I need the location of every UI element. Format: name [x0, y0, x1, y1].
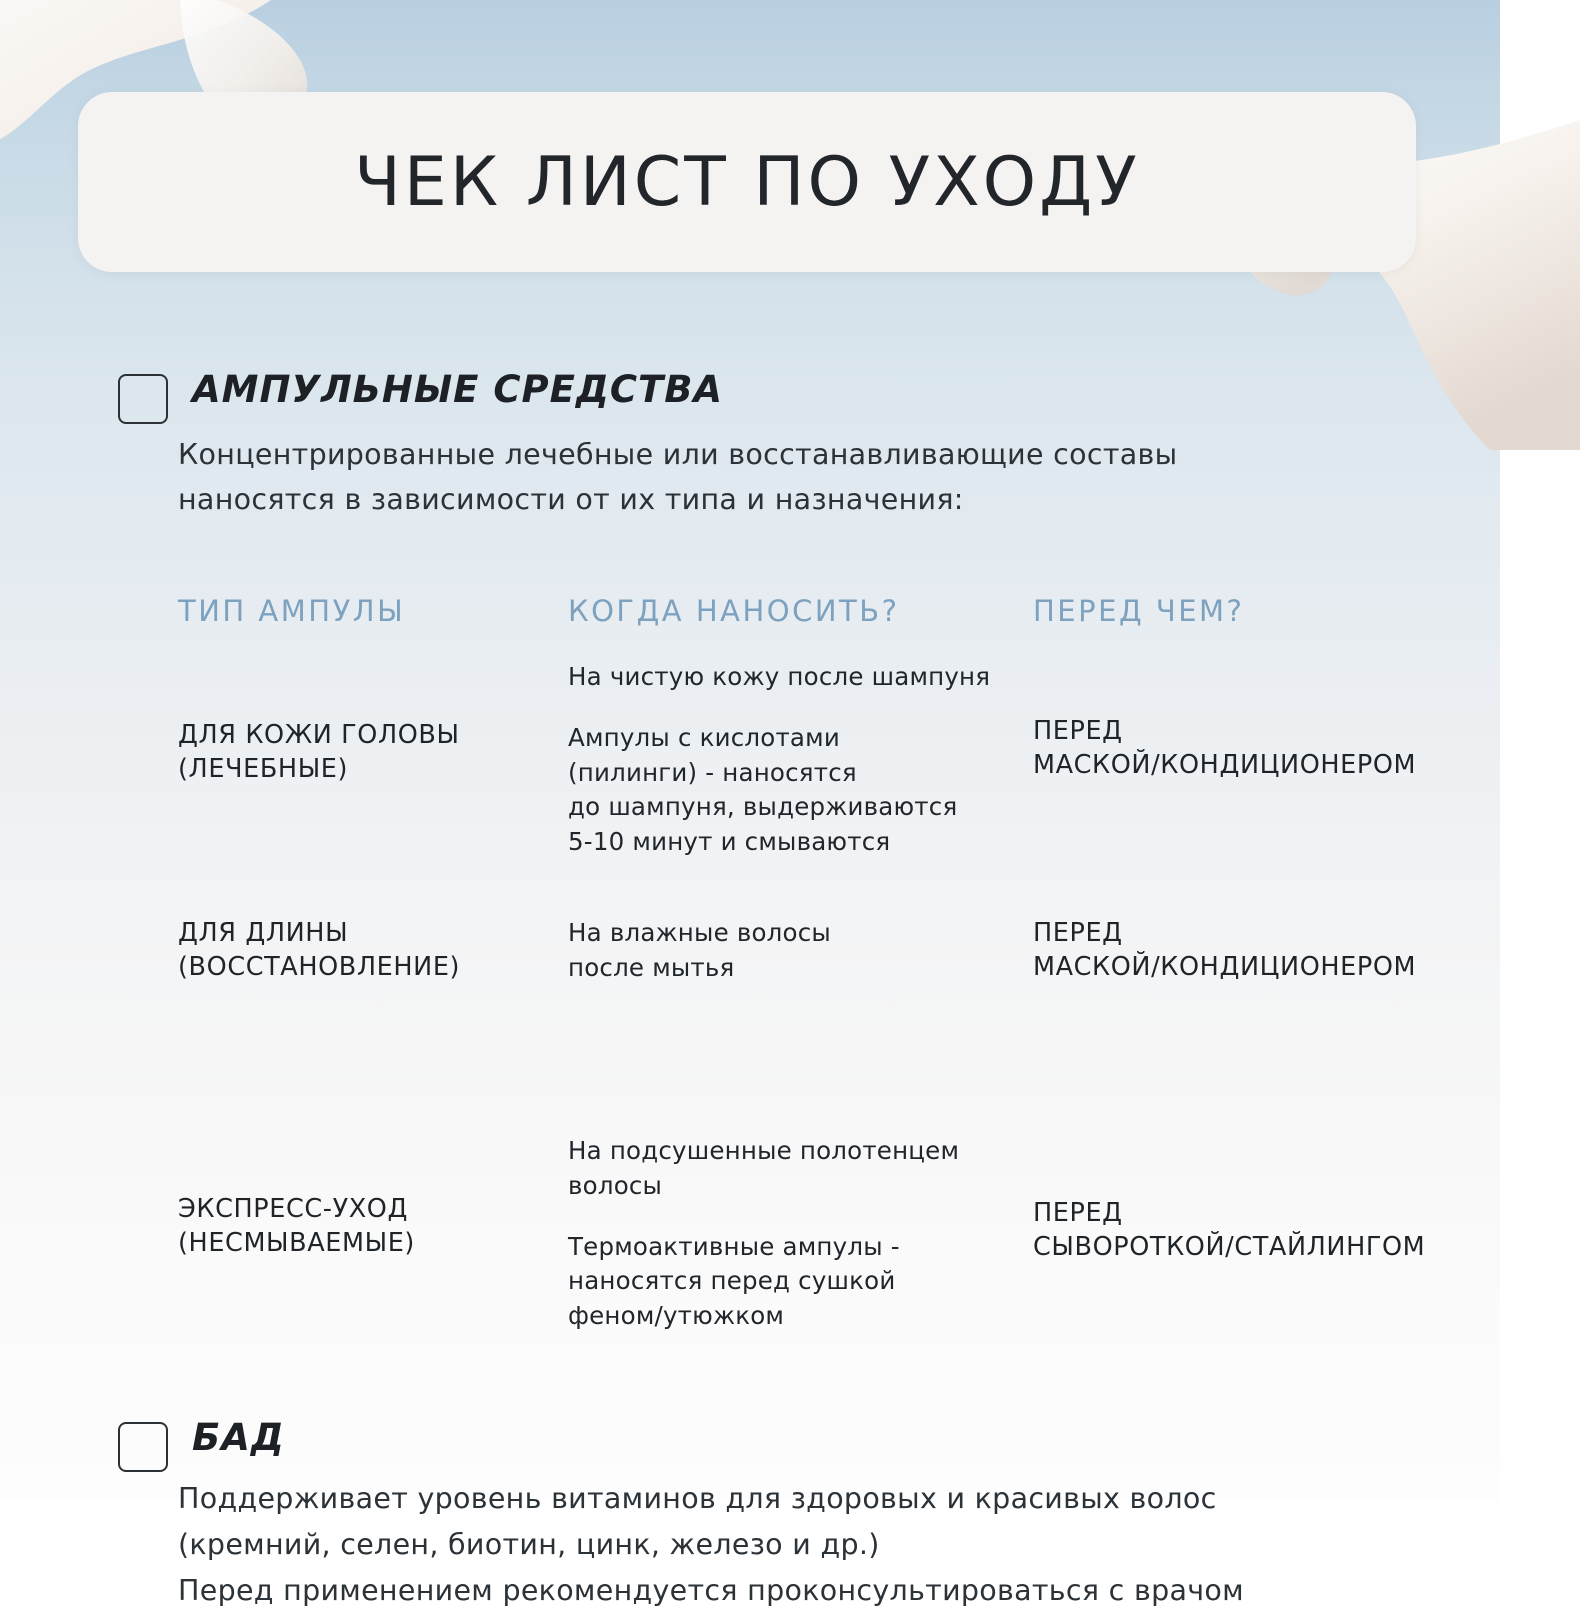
- table-header-when: КОГДА НАНОСИТЬ?: [568, 594, 900, 629]
- section-supplements-header: [118, 1378, 1500, 1472]
- table-cell-when: [568, 910, 1033, 986]
- table-row: [178, 910, 1428, 1080]
- when-line-3: Термоактивные ампулы -: [568, 1231, 900, 1261]
- when-line-1: На влажные волосы: [568, 917, 831, 947]
- when-line-5: феном/утюжком: [568, 1301, 785, 1331]
- section-supplements-title: БАД: [192, 1415, 285, 1459]
- type-line-1: ДЛЯ ДЛИНЫ: [178, 917, 349, 948]
- section-ampules-body-line2: наносятся в зависимости от их типа и назначения:: [178, 483, 964, 517]
- table-cell-type: [178, 1134, 568, 1261]
- before-line-1: ПЕРЕД: [1033, 716, 1123, 747]
- title-card: [78, 92, 1416, 272]
- when-block-2: [568, 1230, 1033, 1334]
- when-line-1: На подсушенные полотенцем: [568, 1135, 960, 1165]
- section-ampules-body-line1: Концентрированные лечебные или восстанавливающие составы: [178, 438, 1178, 471]
- when-line-4: до шампуня, выдерживаются: [568, 792, 958, 822]
- type-line-1: ДЛЯ КОЖИ ГОЛОВЫ: [178, 720, 460, 751]
- type-line-1: ЭКСПРЕСС-УХОД: [178, 1193, 408, 1224]
- before-line-2: МАСКОЙ/КОНДИЦИОНЕРОМ: [1033, 952, 1417, 983]
- table-cell-before: [1033, 910, 1428, 985]
- before-line-2: СЫВОРОТКОЙ/СТАЙЛИНГОМ: [1033, 1232, 1426, 1263]
- section-supplements-body-line3: Перед применением рекомендуется проконсультироваться с врачом: [178, 1574, 1244, 1608]
- when-block-1: [568, 916, 1033, 986]
- section-ampules-title: АМПУЛЬНЫЕ СРЕДСТВА: [192, 368, 724, 411]
- checkbox-supplements[interactable]: [118, 1422, 168, 1472]
- when-block-1: [568, 1134, 1033, 1204]
- table-cell-before: [1033, 1134, 1428, 1265]
- type-line-2: (НЕСМЫВАЕМЫЕ): [178, 1228, 415, 1259]
- table-header-row: [178, 594, 1428, 638]
- section-supplements-body: [178, 1476, 1358, 1614]
- when-line-3: (пилинги) - наносятся: [568, 757, 857, 787]
- table-cell-when: [568, 1134, 1033, 1334]
- table-row: [178, 1134, 1428, 1334]
- table-row: [178, 660, 1428, 860]
- before-line-1: ПЕРЕД: [1033, 917, 1123, 948]
- when-line-2: волосы: [568, 1170, 663, 1200]
- table-cell-before: [1033, 660, 1428, 783]
- table-cell-when: [568, 660, 1033, 860]
- table-cell-type: [178, 660, 568, 787]
- section-ampules-body: [178, 432, 1358, 522]
- section-supplements: [0, 1378, 1500, 1614]
- before-line-1: ПЕРЕД: [1033, 1197, 1123, 1228]
- table-cell-type: [178, 910, 568, 985]
- when-line-2: после мытья: [568, 952, 735, 982]
- ampules-table: [178, 594, 1428, 1334]
- checkbox-ampules[interactable]: [118, 374, 168, 424]
- when-line-4: наносятся перед сушкой: [568, 1266, 896, 1296]
- section-ampules-header: [118, 330, 1500, 424]
- before-line-2: МАСКОЙ/КОНДИЦИОНЕРОМ: [1033, 750, 1417, 781]
- section-supplements-body-line1: Поддерживает уровень витаминов для здоровых и красивых волос: [178, 1481, 1217, 1515]
- when-line-1: На чистую кожу после шампуня: [568, 662, 991, 692]
- table-header-type: ТИП АМПУЛЫ: [178, 594, 406, 629]
- when-line-2: Ампулы с кислотами: [568, 722, 840, 752]
- when-line-5: 5-10 минут и смываются: [568, 827, 891, 857]
- type-line-2: (ЛЕЧЕБНЫЕ): [178, 754, 349, 785]
- page-title: ЧЕК ЛИСТ ПО УХОДУ: [354, 142, 1140, 222]
- table-header-before: ПЕРЕД ЧЕМ?: [1033, 594, 1245, 629]
- when-block-2: [568, 721, 1033, 860]
- section-supplements-body-line2: (кремний, селен, биотин, цинк, железо и др.): [178, 1528, 880, 1561]
- content-area: [0, 330, 1500, 1614]
- when-block-1: [568, 660, 1033, 695]
- type-line-2: (ВОССТАНОВЛЕНИЕ): [178, 952, 461, 983]
